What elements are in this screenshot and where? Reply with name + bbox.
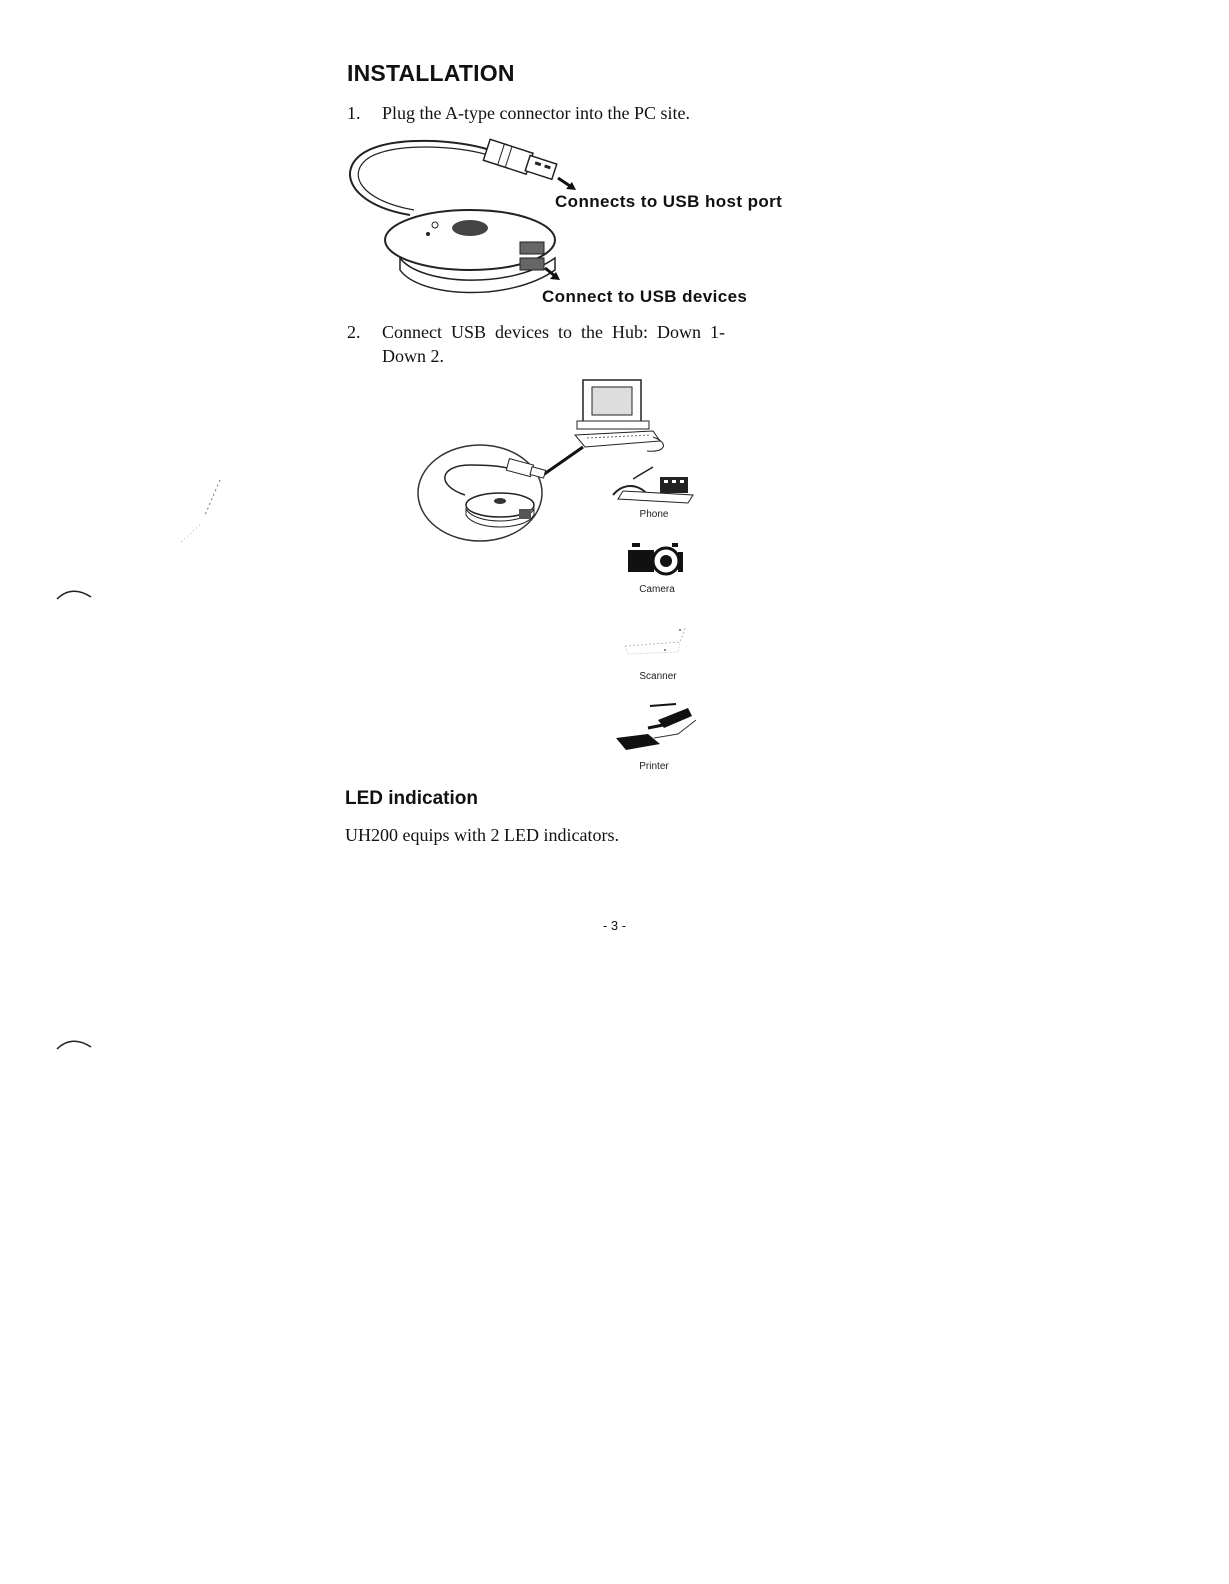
scan-mark-left-dashes [170,475,230,545]
step-2-line-1 [347,320,777,344]
computer-icon [575,380,663,451]
scanner-icon [620,620,692,662]
led-description: UH200 equips with 2 LED indicators. [345,825,619,845]
device-label-camera: Camera [639,584,675,595]
camera-icon [626,540,684,578]
step-2 [347,320,777,368]
device-label-scanner: Scanner [639,671,677,682]
caption-usb-devices: Connect to USB devices [542,287,748,306]
step-1 [347,101,690,125]
section-heading-led: LED indication [345,788,478,809]
step-2-number: 2. [347,322,361,342]
device-label-phone: Phone [639,509,669,520]
device-label-printer: Printer [639,761,669,772]
scan-mark-top-left [55,585,95,605]
section-heading-installation: INSTALLATION [347,60,515,86]
phone-icon [608,465,698,507]
step-2-text-line-2: Down 2. [382,346,444,366]
page-number: - 3 - [602,918,627,933]
step-2-text-line-1: Connect USB devices to the Hub: Down 1- [382,322,725,342]
usb-hub-illustration [340,130,580,300]
caption-host-port: Connects to USB host port [555,192,783,211]
printer-icon [608,698,700,752]
step-1-text: Plug the A-type connector into the PC site. [382,103,690,123]
scan-mark-bottom-left [55,1035,95,1055]
step-1-number: 1. [347,103,361,123]
